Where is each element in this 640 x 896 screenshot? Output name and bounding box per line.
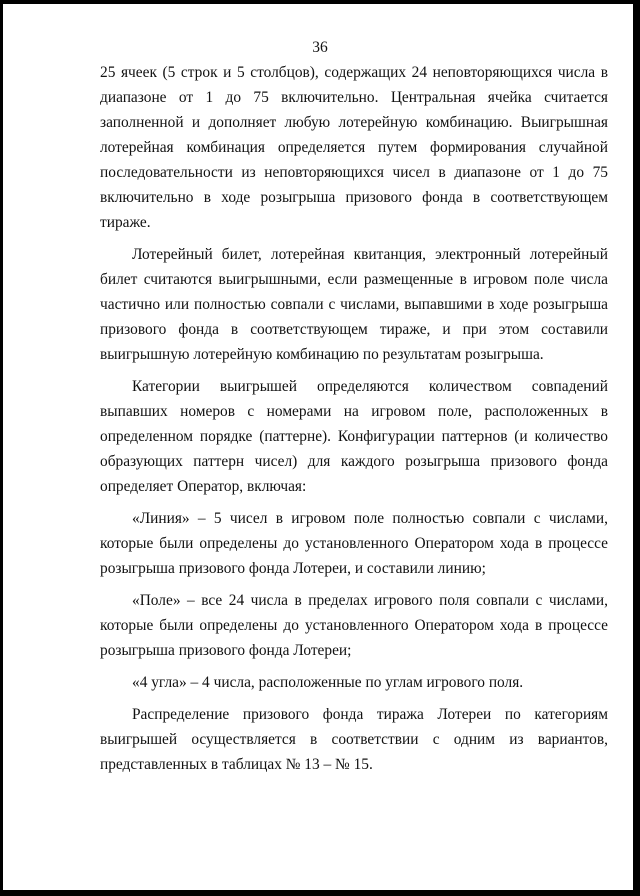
page-number: 36 [312,39,328,56]
paragraph-pattern-line: «Линия» – 5 чисел в игровом поле полностью совпали с числами, которые были определены до установленного Оператором хода в процессе розыгрыша призового фонда Лотереи, и составили линию; [100,510,608,577]
scan-border-top [0,0,640,4]
scan-border-left [0,0,3,896]
paragraph-pattern-field: «Поле» – все 24 числа в пределах игрового поля совпали с числами, которые были определены до установленного Оператором хода в процессе розыгрыша призового фонда Лотереи; [100,592,608,659]
paragraph-winning-tickets: Лотерейный билет, лотерейная квитанция, электронный лотерейный билет считаются выигрышными, если размещенные в игровом поле числа частично или полностью совпали с числами, выпавшими в ходе розыгрыша призового фонда в соответствующем тираже, и при этом составили выигрышную лотерейную комбинацию по результатам розыгрыша. [100,246,608,363]
document-body [100,60,608,784]
paragraph-prize-distribution: Распределение призового фонда тиража Лотереи по категориям выигрышей осуществляется в соответствии с одним из вариантов, представленных в таблицах № 13 – № 15. [100,706,608,773]
paragraph-continuation: 25 ячеек (5 строк и 5 столбцов), содержащих 24 неповторяющихся числа в диапазоне от 1 до 75 включительно. Центральная ячейка считается заполненной и дополняет любую лотерейную комбинацию. Выигрышная лотерейная комбинация определяется путем формирования случайной последовательности из неповторяющихся чисел в диапазоне от 1 до 75 включительно в ходе розыгрыша призового фонда в соответствующем тираже. [100,64,608,231]
scan-border-bottom [0,890,640,896]
paragraph-prize-categories: Категории выигрышей определяются количеством совпадений выпавших номеров с номерами на игровом поле, расположенных в определенном порядке (паттерне). Конфигурации паттернов (и количество образующих паттерн чисел) для каждого розыгрыша призового фонда определяет Оператор, включая: [100,378,608,495]
scan-border-right [633,0,640,896]
paragraph-pattern-corners: «4 угла» – 4 числа, расположенные по углам игрового поля. [132,674,524,691]
